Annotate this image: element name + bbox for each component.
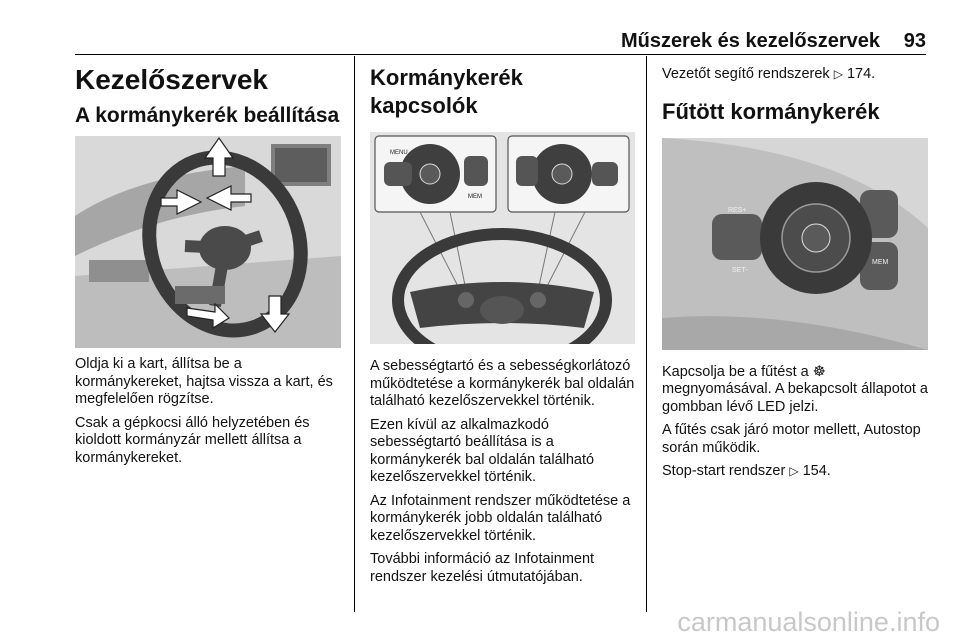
column-divider-left	[354, 56, 355, 612]
column-heated-steering	[662, 56, 928, 487]
paragraph: További információ az Infotainment rendszer kezelési útmutatójában.	[370, 551, 595, 585]
section-title: Fűtött kormánykerék	[662, 98, 880, 124]
subsection-title: A kormánykerék beállítása	[75, 104, 340, 127]
fig-label-menu: MENU	[390, 150, 408, 156]
cross-reference: Vezetőt segítő rendszerek ▷ 174.	[662, 66, 876, 82]
heated-steering-icon: ☸	[812, 363, 826, 380]
steering-switches-figure	[370, 132, 635, 344]
column-steering-switches	[370, 56, 635, 592]
paragraph: A sebességtartó és a sebességkorlátozó működtetése a kormánykerék bal oldalán található kezelőszervekkel történik.	[370, 358, 635, 409]
page-header-title: Műszerek és kezelőszervek	[620, 30, 880, 52]
section-title: Kormánykerék kapcsolók	[370, 65, 523, 118]
column-steering-adjustment	[75, 56, 341, 473]
fig-label-set: SET-	[732, 266, 748, 274]
cross-reference: Stop-start rendszer ▷ 154.	[662, 463, 831, 479]
triangle-right-icon: ▷	[789, 464, 799, 478]
fig-label-mem: MEM	[468, 194, 482, 200]
paragraph: Ezen kívül az alkalmazkodó sebességtartó beállítása is a kormánykerék bal oldalán található kezelőszervekkel történik.	[370, 416, 595, 485]
steering-adjustment-figure	[75, 136, 341, 348]
section-title: Kezelőszervek	[75, 64, 269, 95]
paragraph: Kapcsolja be a fűtést a ☸ megnyomásával. A bekapcsolt állapotot a gombban lévő LED jelzi.	[662, 363, 928, 415]
triangle-right-icon: ▷	[833, 67, 843, 81]
page-number: 93	[903, 30, 926, 52]
fig-label-res: RES+	[728, 206, 747, 214]
paragraph: Oldja ki a kart, állítsa be a kormánykereket, hajtsa vissza a kart, és megfelelően rögzítse.	[75, 356, 333, 407]
watermark: carmanualsonline.info	[677, 607, 940, 637]
column-divider-right	[646, 56, 647, 612]
paragraph: Az Infotainment rendszer működtetése a kormánykerék jobb oldalán található kezelőszervekkel történik.	[370, 492, 631, 544]
paragraph: A fűtés csak járó motor mellett, Autostop során működik.	[662, 422, 921, 456]
fig-label-mem: MEM	[872, 258, 889, 266]
header-rule	[75, 54, 926, 55]
paragraph: Csak a gépkocsi álló helyzetében és kioldott kormányzár mellett állítsa a kormánykereket.	[75, 414, 310, 466]
heated-steering-figure	[662, 138, 928, 350]
